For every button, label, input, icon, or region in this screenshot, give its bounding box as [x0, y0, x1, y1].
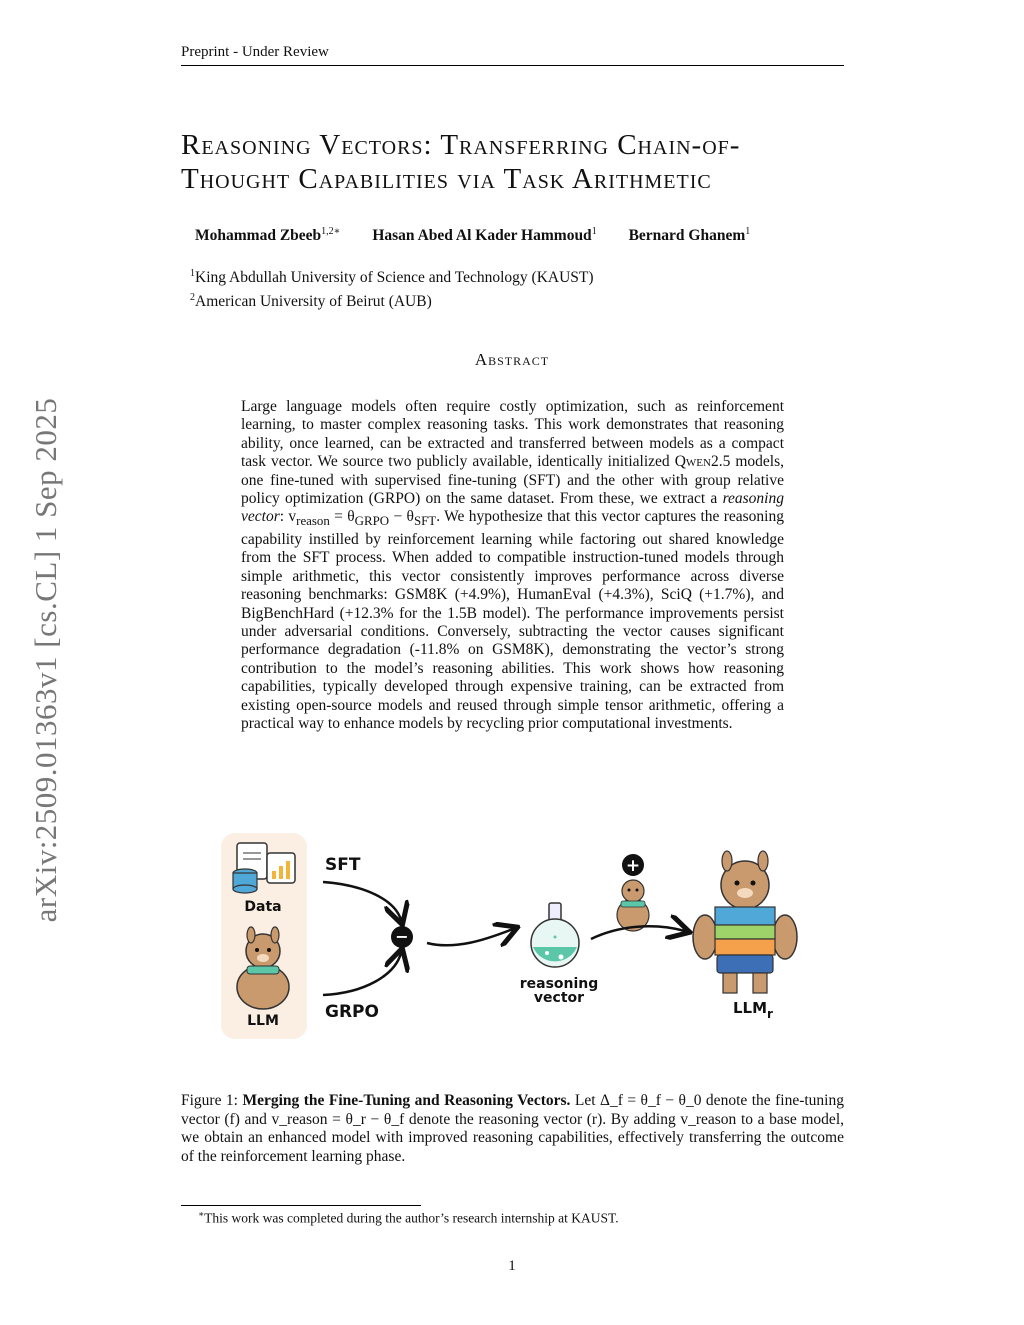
page-number: 1	[508, 1258, 516, 1274]
abstract-heading: Abstract	[474, 350, 550, 369]
arxiv-identifier: arXiv:2509.01363v1 [cs.CL] 1 Sep 2025	[28, 397, 63, 923]
affiliation: $^1$King Abdullah University of Science and Technology (KAUST)	[190, 268, 594, 287]
header-rule	[181, 65, 844, 66]
llmr-label: $LLM_r$	[733, 999, 773, 1021]
title-line-2: Thought Capabilities via Task Arithmetic	[181, 163, 712, 195]
running-head: Preprint - Under Review	[181, 44, 329, 60]
affiliation: $^2$American University of Beirut (AUB)	[190, 292, 432, 311]
affiliations	[190, 264, 594, 312]
paper-title	[181, 128, 871, 196]
llm-label: LLM	[247, 1013, 279, 1029]
abstract-body: Large language models often require costly optimization, such as reinforcement learning, to master complex reasoning tasks. This work demonstrates that reasoning ability, once learned, can be extracted and transferred between models as a compact task vector. We source two publicly available, identically initialized Qwen2.5 models, one fine-tuned with supervised fine-tuning (SFT) and the other with group relative policy optimization (GRPO) on the same dataset. From these, we extract a reasoning vector: $v_{reason} = \theta_{GRPO} - \theta_{SFT}$. We hypothesize that this vector captures the reasoning capability instilled by reinforcement learning while factoring out shared knowledge from the SFT process. When added to compatible instruction-tuned models through simple arithmetic, this vector consistently improves performance across diverse reasoning benchmarks: GSM8K (+4.9%), HumanEval (+4.3%), SciQ (+1.7%), and BigBenchHard (+12.3% for the 1.5B model). The performance improvements persist under adversarial conditions. Conversely, subtracting the vector causes significant performance degradation (-11.8% on GSM8K), demonstrating the vector’s strong contribution to the model’s reasoning abilities. This work shows how reasoning capabilities, typically developed through expensive training, can be extracted from existing open-source models and reused through simple tensor arithmetic, offering a practical way to enhance models by recycling prior computational investments.	[241, 398, 784, 732]
svg-text:−: −	[395, 927, 409, 946]
vector-label-line-1: reasoning	[519, 976, 599, 992]
flask-icon	[531, 903, 579, 967]
figure-caption: Figure 1: Merging the Fine-Tuning and Reasoning Vectors. Let Δ_f = θ_f − θ_0 denote the fine-tuning vector (f) and v_reason = θ_r − θ_f denote the reasoning vector (r). By adding v_reason to a base model, we obtain an enhanced model with improved reasoning capabilities, effectively transferring the outcome of the reinforcement learning phase.	[181, 1092, 844, 1165]
figure-1-diagram	[215, 825, 815, 1055]
to-vector-arrow	[427, 929, 513, 945]
sft-label: SFT	[325, 855, 361, 875]
minus-operator-icon	[391, 926, 413, 948]
vector-label-line-2: vector	[533, 990, 585, 1006]
data-label: Data	[244, 899, 282, 915]
llama-small-icon	[617, 880, 649, 931]
footnote-rule	[181, 1205, 421, 1206]
footnote: ∗This work was completed during the author’s research internship at KAUST.	[198, 1209, 619, 1226]
author: Mohammad Zbeeb$^{1,2∗}$	[195, 226, 341, 245]
grpo-arrow	[323, 953, 401, 995]
author: Bernard Ghanem$^1$	[628, 226, 751, 245]
title-line-1: Reasoning Vectors: Transferring Chain-of-	[181, 129, 741, 161]
plus-operator-icon	[622, 854, 644, 876]
author: Hasan Abed Al Kader Hammoud$^1$	[372, 226, 597, 245]
llama-enhanced-icon	[693, 851, 797, 993]
svg-text:+: +	[625, 856, 641, 876]
author-list	[195, 226, 778, 245]
grpo-label: GRPO	[325, 1002, 379, 1022]
caption-title: Merging the Fine-Tuning and Reasoning Vectors.	[242, 1092, 571, 1109]
sft-arrow	[323, 882, 401, 920]
